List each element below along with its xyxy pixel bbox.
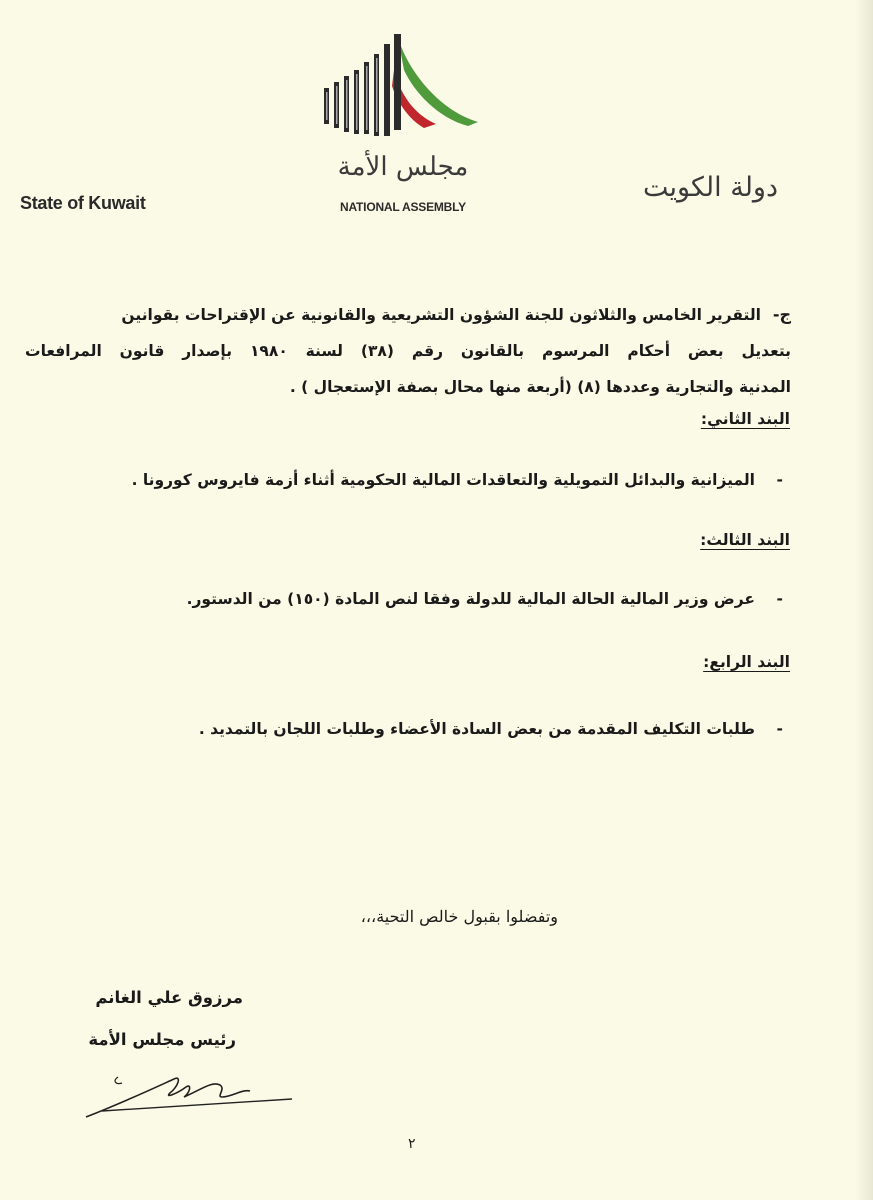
signatory-title: رئيس مجلس الأمة bbox=[88, 1030, 236, 1049]
section-4-text: طلبات التكليف المقدمة من بعض السادة الأعضاء وطلبات اللجان بالتمديد . bbox=[198, 720, 755, 738]
handwritten-signature bbox=[82, 1063, 302, 1123]
state-of-kuwait-en: State of Kuwait bbox=[20, 193, 146, 213]
section-4-heading: البند الرابع: bbox=[703, 653, 790, 671]
bullet-dash: - bbox=[754, 471, 783, 489]
item-c-line-3: المدنية والتجارية وعددها (٨) (أربعة منها محال بصفة الإستعجال ) . bbox=[289, 378, 791, 396]
bullet-dash: - bbox=[754, 590, 783, 608]
page-edge-shadow bbox=[855, 0, 873, 1200]
section-3-item bbox=[187, 590, 783, 608]
closing-salutation: وتفضلوا بقبول خالص التحية،،، bbox=[360, 907, 558, 926]
item-c-line-1: التقرير الخامس والثلاثون للجنة الشؤون التشريعية والقانونية عن الإقتراحات بقوانين bbox=[121, 306, 761, 324]
logo-arabic-name: مجلس الأمة bbox=[337, 152, 469, 182]
national-assembly-logo bbox=[318, 30, 488, 220]
bullet-dash: - bbox=[754, 720, 783, 738]
section-2-item bbox=[132, 471, 783, 489]
item-c-line-2: بتعديل بعض أحكام المرسوم بالقانون رقم (٣٨) لسنة ١٩٨٠ بإصدار قانون المرافعات bbox=[25, 342, 791, 360]
logo-english-name: NATIONAL ASSEMBLY bbox=[340, 200, 466, 214]
state-of-kuwait-ar: دولة الكويت bbox=[643, 172, 778, 203]
section-3-heading: البند الثالث: bbox=[700, 531, 790, 549]
item-c-marker: ج- bbox=[772, 305, 791, 324]
page-number: ٢ bbox=[408, 1136, 416, 1152]
section-2-text: الميزانية والبدائل التمويلية والتعاقدات المالية الحكومية أثناء أزمة فايروس كورونا . bbox=[131, 471, 755, 489]
section-2-heading: البند الثاني: bbox=[700, 410, 790, 428]
section-3-text: عرض وزير المالية الحالة المالية للدولة وفقا لنص المادة (١٥٠) من الدستور. bbox=[186, 590, 755, 608]
signatory-name: مرزوق علي الغانم bbox=[95, 988, 243, 1007]
section-4-item bbox=[199, 720, 783, 738]
